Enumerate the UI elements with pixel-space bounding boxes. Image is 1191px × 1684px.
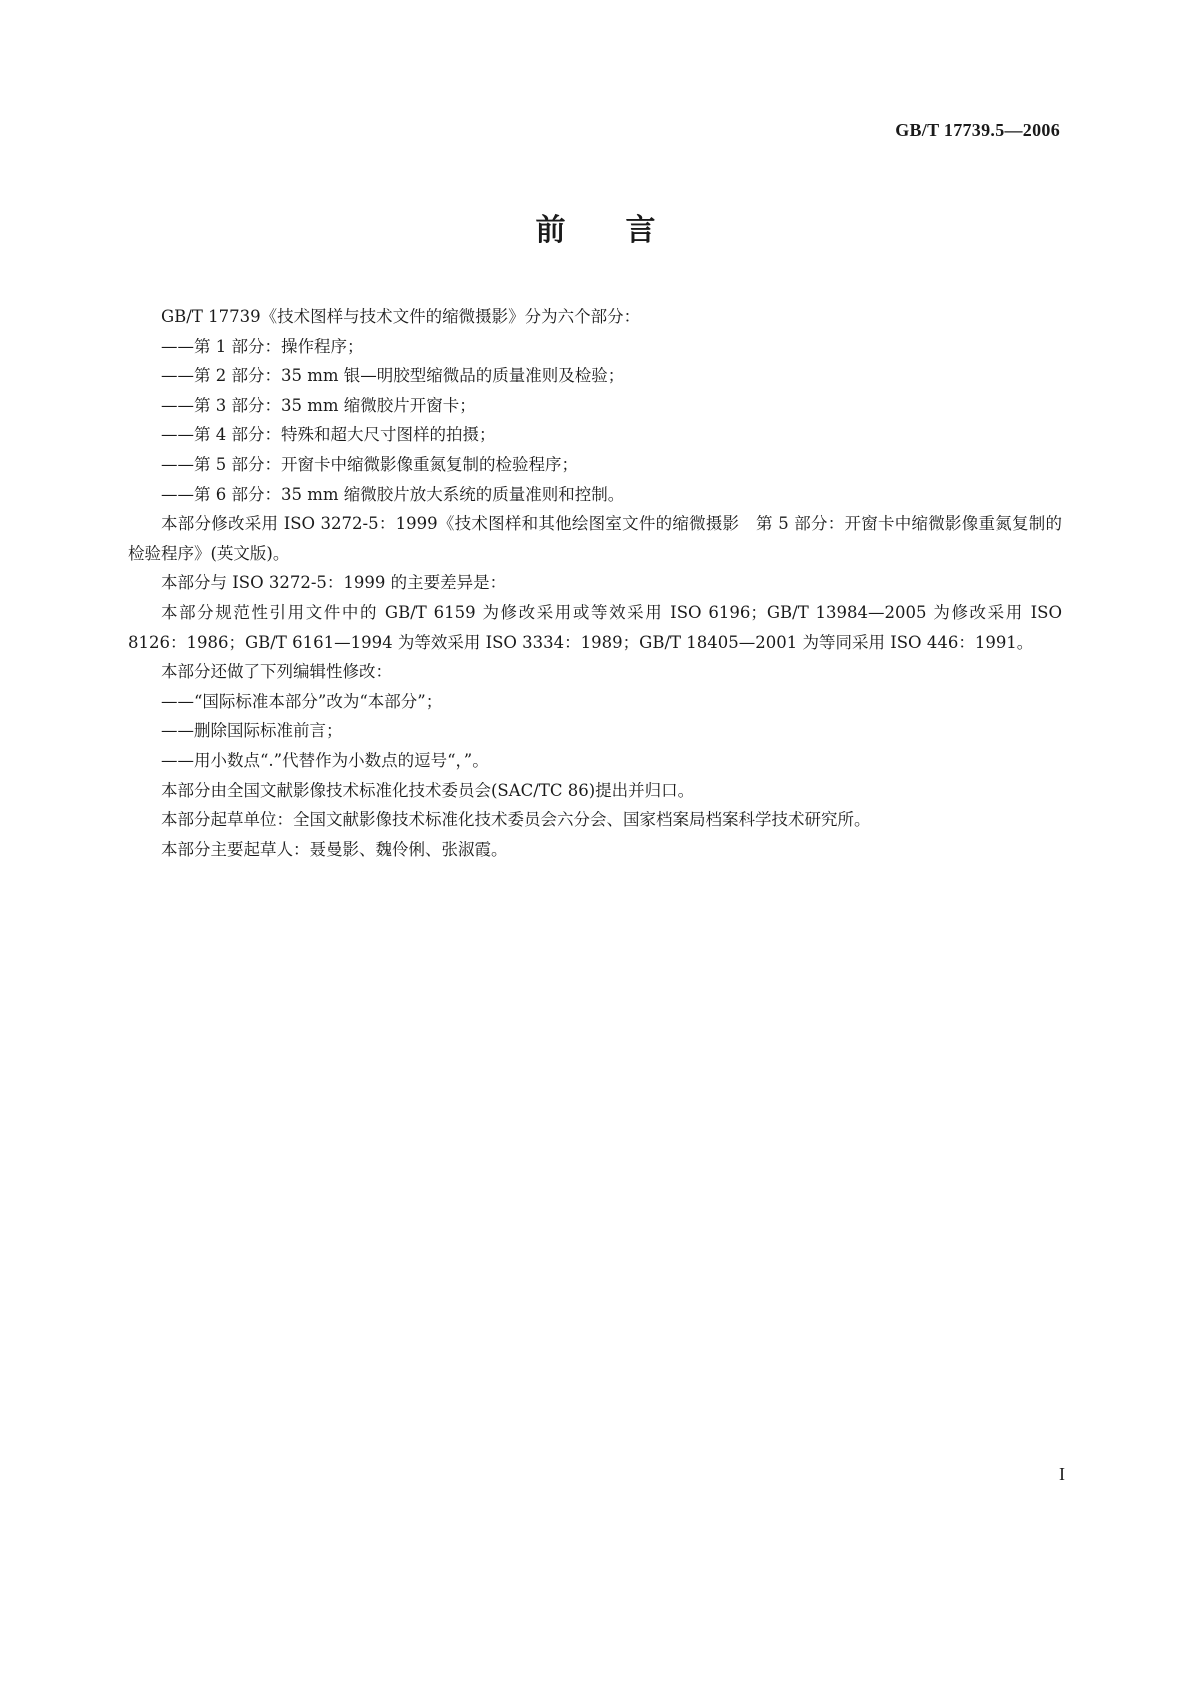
paragraph: 本部分主要起草人：聂曼影、魏伶俐、张淑霞。 <box>161 839 508 859</box>
paragraph: GB/T 17739《技术图样与技术文件的缩微摄影》分为六个部分： <box>161 307 641 326</box>
paragraph: 本部分还做了下列编辑性修改： <box>161 662 392 682</box>
page-title: 前言 <box>535 213 716 248</box>
list-item: ——删除国际标准前言； <box>161 721 343 741</box>
list-item: ——用小数点“.”代替作为小数点的逗号“，”。 <box>161 750 489 770</box>
list-item: ——第 1 部分：操作程序； <box>161 336 364 356</box>
standard-number: GB/T 17739.5—2006 <box>895 120 1060 140</box>
list-item: ——“国际标准本部分”改为“本部分”； <box>161 691 443 711</box>
paragraph: 本部分起草单位：全国文献影像技术标准化技术委员会六分会、国家档案局档案科学技术研究所。 <box>161 810 871 830</box>
list-item: ——第 6 部分：35 mm 缩微胶片放大系统的质量准则和控制。 <box>161 484 625 504</box>
list-item: ——第 5 部分：开窗卡中缩微影像重氮复制的检验程序； <box>161 454 578 474</box>
page-number: I <box>1059 1464 1065 1484</box>
foreword-body <box>128 302 1062 864</box>
paragraph: 本部分与 ISO 3272-5：1999 的主要差异是： <box>161 573 507 593</box>
paragraph: 本部分修改采用 ISO 3272-5：1999《技术图样和其他绘图室文件的缩微摄影 第 5 部分：开窗卡中缩微影像重氮复制的检验程序》(英文版)。 <box>128 514 1062 563</box>
list-item: ——第 3 部分：35 mm 缩微胶片开窗卡； <box>161 395 476 415</box>
paragraph: 本部分规范性引用文件中的 GB/T 6159 为修改采用或等效采用 ISO 6196；GB/T 13984—2005 为修改采用 ISO 8126：1986；GB/T 6161—1994 为等效采用 ISO 3334：1989；GB/T 18405—2001 为等同采用 ISO 446：1991。 <box>128 602 1062 652</box>
paragraph: 本部分由全国文献影像技术标准化技术委员会(SAC/TC 86)提出并归口。 <box>161 780 695 800</box>
list-item: ——第 2 部分：35 mm 银—明胶型缩微品的质量准则及检验； <box>161 366 625 386</box>
list-item: ——第 4 部分：特殊和超大尺寸图样的拍摄； <box>161 425 496 445</box>
